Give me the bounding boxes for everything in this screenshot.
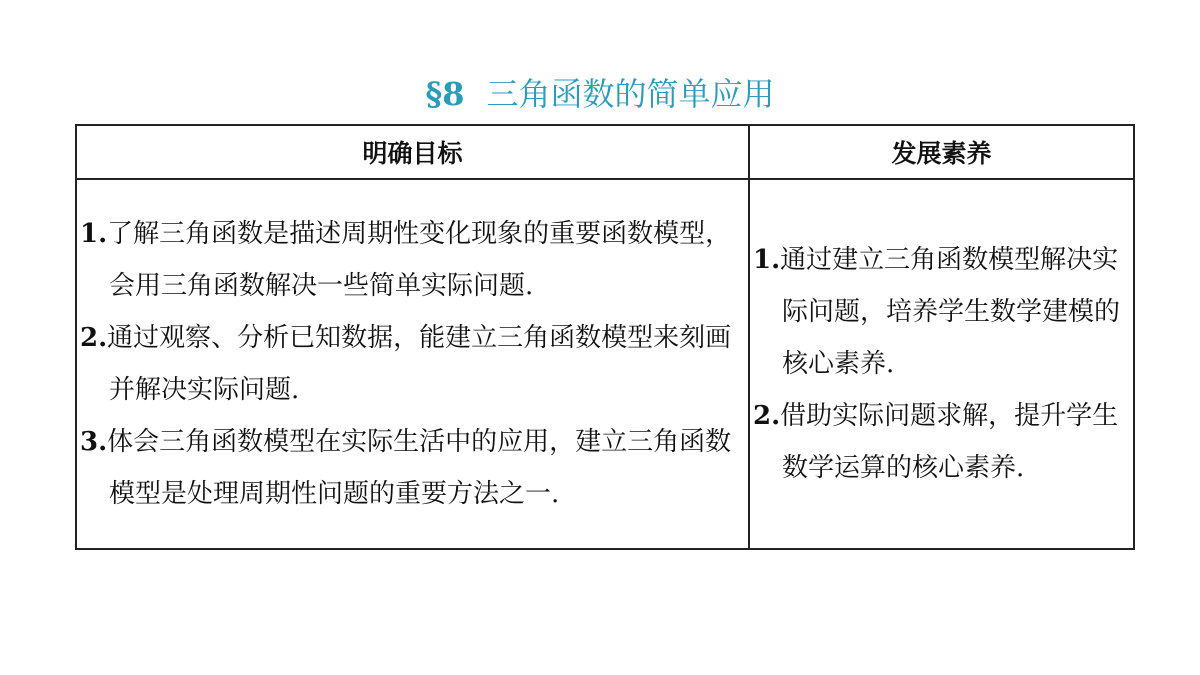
page-title xyxy=(0,70,1200,118)
header-literacy: 发展素养 xyxy=(749,125,1134,179)
header-goals: 明确目标 xyxy=(76,125,749,179)
goals-cell xyxy=(76,179,749,549)
list-item: 1.通过建立三角函数模型解决实际问题，培养学生数学建模的核心素养. xyxy=(753,245,1121,379)
goals-table xyxy=(75,124,1135,550)
list-item: 2.通过观察、分析已知数据，能建立三角函数模型来刻画并解决实际问题. xyxy=(80,323,732,405)
literacy-cell xyxy=(749,179,1134,549)
table-header-row xyxy=(76,125,1134,179)
list-item: 1.了解三角函数是描述周期性变化现象的重要函数模型，会用三角函数解决一些简单实际问题. xyxy=(80,219,732,301)
table-row xyxy=(76,179,1134,549)
list-item: 2.借助实际问题求解，提升学生数学运算的核心素养. xyxy=(753,401,1119,483)
section-number: §8 xyxy=(425,75,465,113)
list-item: 3.体会三角函数模型在实际生活中的应用，建立三角函数模型是处理周期性问题的重要方法之一. xyxy=(80,427,732,509)
section-title: 三角函数的简单应用 xyxy=(486,75,775,113)
